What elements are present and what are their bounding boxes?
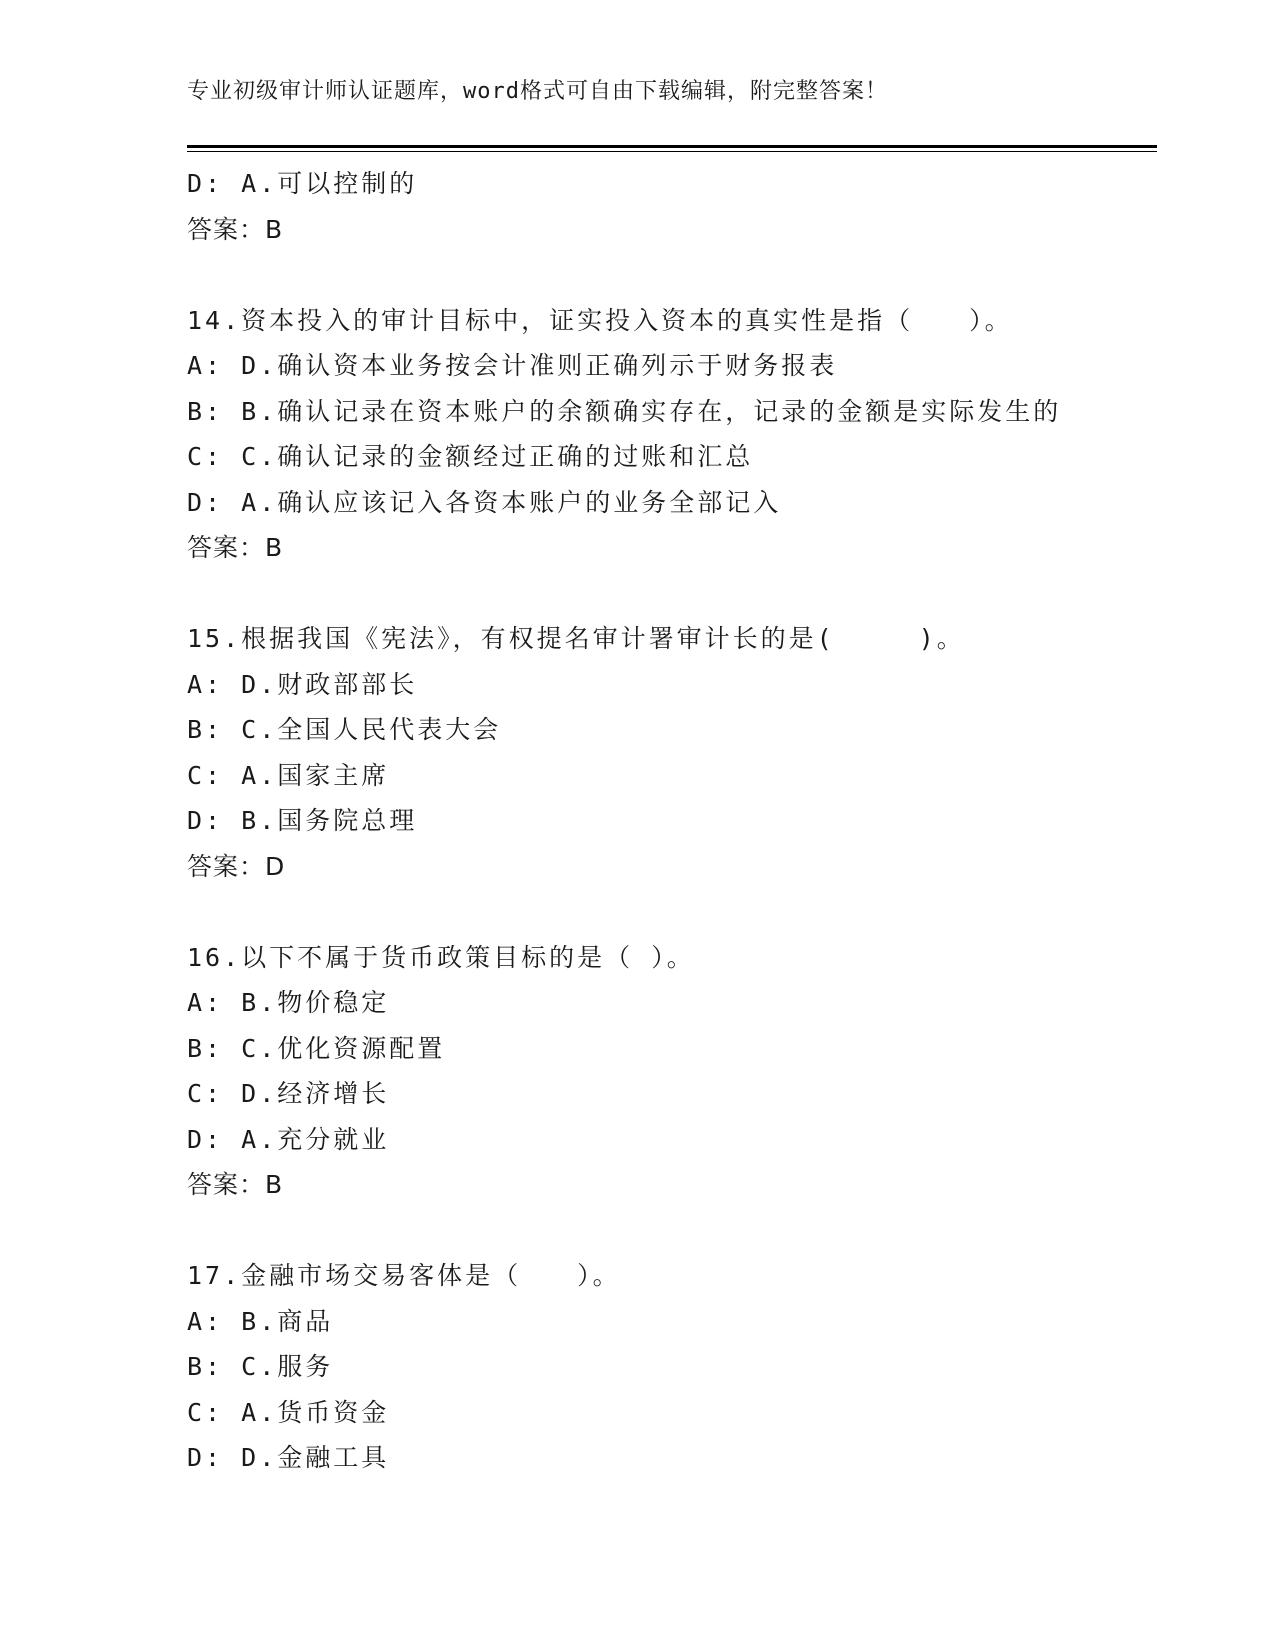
answer-text: 答案：B xyxy=(187,533,284,562)
spacer xyxy=(187,889,1157,935)
option-text: B: C.全国人民代表大会 xyxy=(187,715,502,744)
header-rule-thick xyxy=(187,145,1157,148)
option-text: A: B.物价稳定 xyxy=(187,988,390,1017)
option-text: B: B.确认记录在资本账户的余额确实存在，记录的金额是实际发生的 xyxy=(187,396,1062,426)
answer-text: 答案：D xyxy=(187,851,286,881)
spacer xyxy=(187,252,1157,298)
option-text: C: D.经济增长 xyxy=(187,1079,390,1108)
spacer xyxy=(187,571,1157,617)
option-text: C: C.确认记录的金额经过正确的过账和汇总 xyxy=(187,442,754,471)
question-stem: 16.以下不属于货币政策目标的是（ ）。 xyxy=(187,942,695,972)
answer-text: 答案：B xyxy=(187,214,284,244)
page-header: 专业初级审计师认证题库，word格式可自由下载编辑，附完整答案！ xyxy=(187,79,888,104)
question-stem: 17.金融市场交易客体是（ ）。 xyxy=(187,1261,621,1290)
option-text: C: A.货币资金 xyxy=(187,1397,390,1427)
option-text: D: B.国务院总理 xyxy=(187,806,418,835)
option-text: C: A.国家主席 xyxy=(187,760,390,790)
option-text: A: D.确认资本业务按会计准则正确列示于财务报表 xyxy=(187,351,838,380)
header-rule-thin xyxy=(187,151,1157,152)
question-list xyxy=(187,161,1157,1481)
option-text: D: A.可以控制的 xyxy=(187,169,418,198)
option-text: B: C.服务 xyxy=(187,1352,334,1381)
question-stem: 15.根据我国《宪法》，有权提名审计署审计长的是( )。 xyxy=(187,624,965,653)
question-stem: 14.资本投入的审计目标中，证实投入资本的真实性是指（ ）。 xyxy=(187,305,1013,335)
option-text: D: A.确认应该记入各资本账户的业务全部记入 xyxy=(187,487,782,517)
option-text: A: D.财政部部长 xyxy=(187,669,418,699)
option-text: B: C.优化资源配置 xyxy=(187,1033,446,1063)
answer-text: 答案：B xyxy=(187,1170,284,1199)
option-text: A: B.商品 xyxy=(187,1306,334,1336)
option-text: D: D.金融工具 xyxy=(187,1443,390,1472)
option-text: D: A.充分就业 xyxy=(187,1124,390,1154)
spacer xyxy=(187,1208,1157,1254)
